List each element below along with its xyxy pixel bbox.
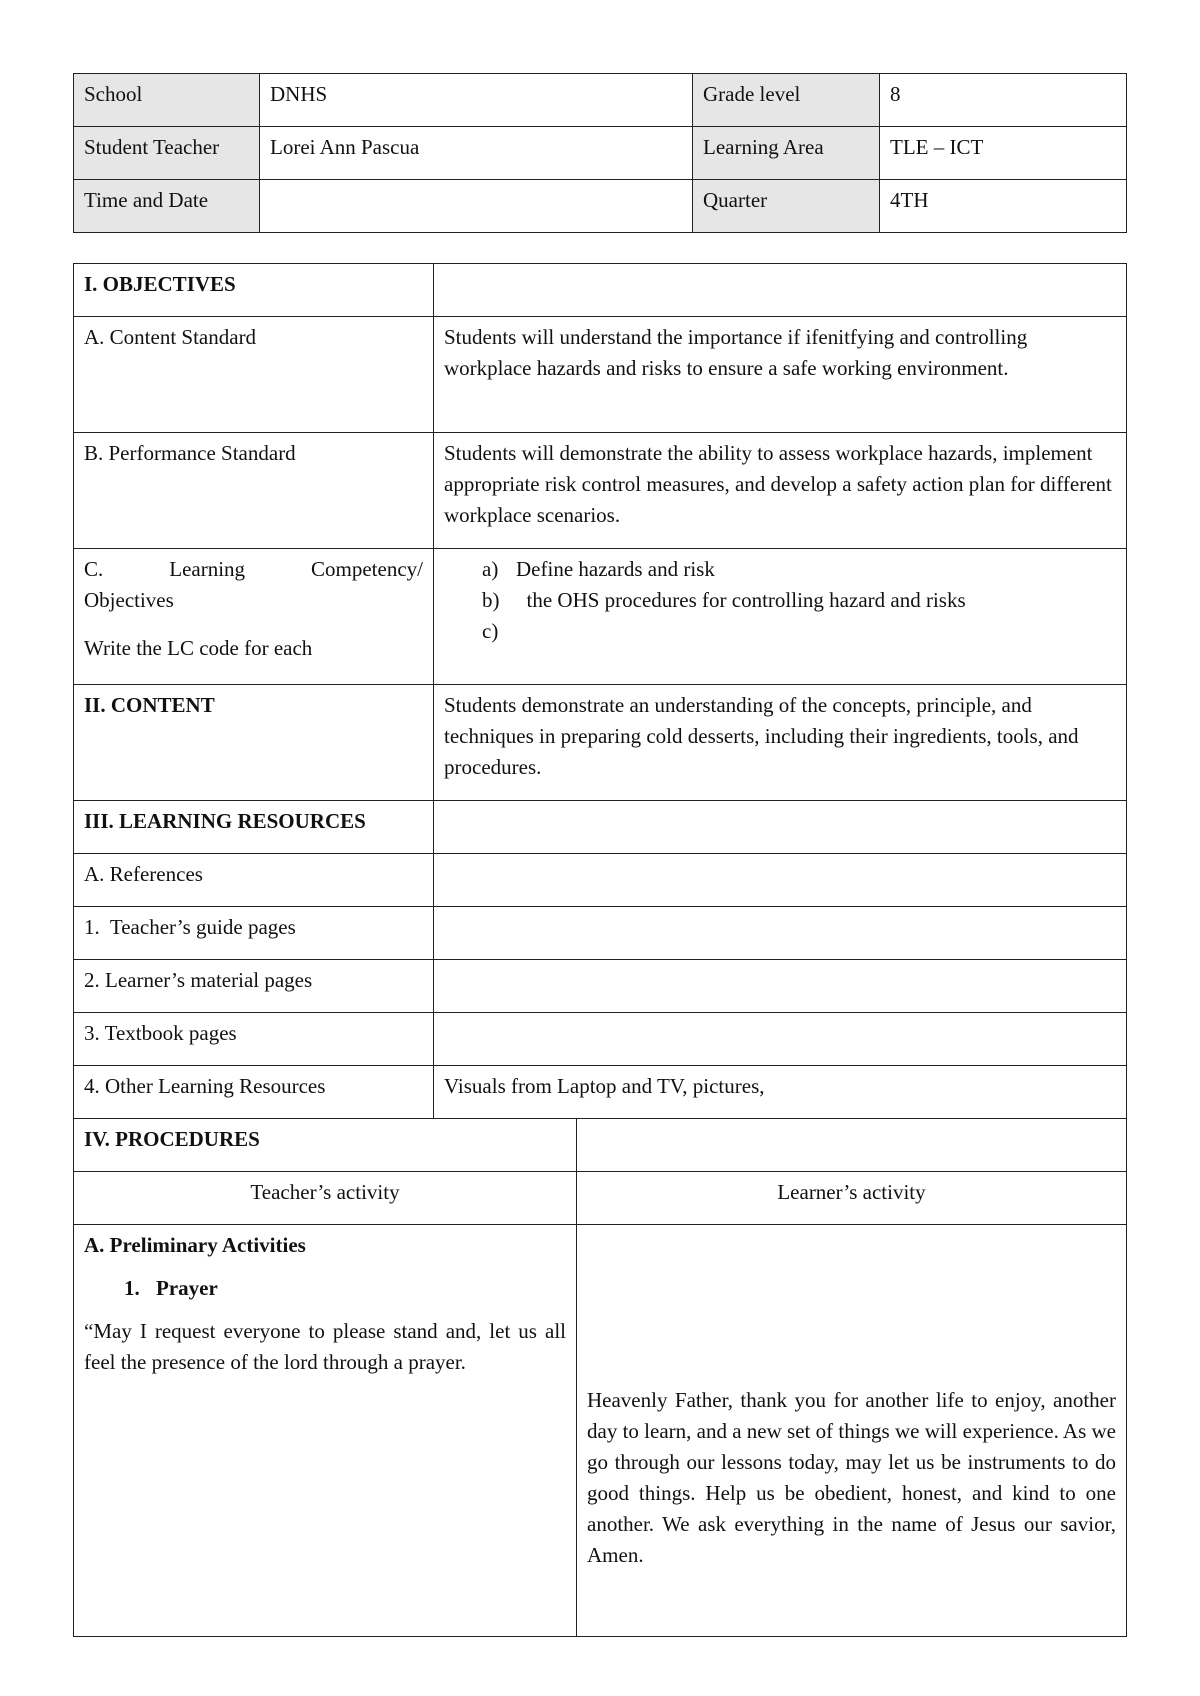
header-row-teacher	[74, 127, 1127, 180]
grade-label: Grade level	[693, 74, 880, 127]
learners-material-label: 2. Learner’s material pages	[74, 960, 434, 1013]
other-resources-row	[74, 1066, 1127, 1119]
area-value: TLE – ICT	[880, 127, 1127, 180]
teacher-prayer-text: “May I request everyone to please stand and, let us all feel the presence of the lord through a prayer.	[84, 1318, 566, 1374]
competency-label-line2: Objectives	[84, 588, 174, 612]
resources-heading-empty	[434, 801, 1127, 854]
preliminary-heading: A. Preliminary Activities	[84, 1232, 306, 1257]
competency-item: c)	[482, 619, 499, 643]
performance-standard-row	[74, 433, 1127, 549]
school-label: School	[74, 74, 260, 127]
procedures-heading-row	[74, 1118, 1127, 1171]
references-row	[74, 854, 1127, 907]
content-standard-text: Students will understand the importance if ifenitfying and controlling workplace hazards and risks to ensure a safe working environment.	[434, 317, 1127, 433]
header-table	[73, 73, 1127, 233]
area-label: Learning Area	[693, 127, 880, 180]
competency-label-line1: C. Learning Competency/	[84, 557, 423, 581]
competency-note: Write the LC code for each	[84, 636, 313, 660]
teachers-guide-row	[74, 907, 1127, 960]
competency-list	[444, 554, 1116, 647]
learners-material-row	[74, 960, 1127, 1013]
other-resources-value: Visuals from Laptop and TV, pictures,	[434, 1066, 1127, 1119]
time-label: Time and Date	[74, 180, 260, 233]
competency-list-cell	[434, 549, 1127, 685]
procedures-heading-empty	[577, 1118, 1127, 1171]
objectives-heading-empty	[434, 264, 1127, 317]
prayer-item: 1. Prayer	[124, 1275, 218, 1300]
performance-standard-label: B. Performance Standard	[74, 433, 434, 549]
competency-item: a) Define hazards and risk	[482, 557, 715, 581]
content-standard-label: A. Content Standard	[74, 317, 434, 433]
objectives-table	[73, 263, 1127, 1119]
procedures-table	[73, 1118, 1127, 1637]
learner-activity-header: Learner’s activity	[577, 1171, 1127, 1224]
grade-value: 8	[880, 74, 1127, 127]
objectives-heading-row	[74, 264, 1127, 317]
textbook-value	[434, 1013, 1127, 1066]
time-value	[260, 180, 693, 233]
header-row-school	[74, 74, 1127, 127]
content-heading: II. CONTENT	[74, 685, 434, 801]
procedures-heading: IV. PROCEDURES	[74, 1118, 577, 1171]
learner-prayer-text: Heavenly Father, thank you for another life to enjoy, another day to learn, and a new set of things we will experience. As we go through our lessons today, may let us be instruments to do good things. Help us be obedient, honest, and kind to one another. We ask everything in the name of Jesus our savior, Amen.	[587, 1387, 1116, 1567]
performance-standard-text: Students will demonstrate the ability to assess workplace hazards, implement appropriate risk control measures, and develop a safety action plan for different workplace scenarios.	[434, 433, 1127, 549]
resources-heading: III. LEARNING RESOURCES	[74, 801, 434, 854]
school-value: DNHS	[260, 74, 693, 127]
teacher-preliminary-cell	[74, 1224, 577, 1636]
content-text: Students demonstrate an understanding of the concepts, principle, and techniques in preparing cold desserts, including their ingredients, tools, and procedures.	[434, 685, 1127, 801]
objectives-heading: I. OBJECTIVES	[74, 264, 434, 317]
resources-heading-row	[74, 801, 1127, 854]
teacher-value: Lorei Ann Pascua	[260, 127, 693, 180]
learner-preliminary-cell	[577, 1224, 1127, 1636]
lesson-plan-page	[73, 73, 1126, 1637]
procedures-columns-row	[74, 1171, 1127, 1224]
teachers-guide-label: 1. Teacher’s guide pages	[74, 907, 434, 960]
teacher-activity-header: Teacher’s activity	[74, 1171, 577, 1224]
competency-label-cell	[74, 549, 434, 685]
references-value	[434, 854, 1127, 907]
header-row-time	[74, 180, 1127, 233]
competency-row	[74, 549, 1127, 685]
content-standard-row	[74, 317, 1127, 433]
content-row	[74, 685, 1127, 801]
teacher-label: Student Teacher	[74, 127, 260, 180]
preliminary-row	[74, 1224, 1127, 1636]
quarter-value: 4TH	[880, 180, 1127, 233]
textbook-row	[74, 1013, 1127, 1066]
competency-item: b) the OHS procedures for controlling hazard and risks	[482, 588, 966, 612]
textbook-label: 3. Textbook pages	[74, 1013, 434, 1066]
teachers-guide-value	[434, 907, 1127, 960]
quarter-label: Quarter	[693, 180, 880, 233]
other-resources-label: 4. Other Learning Resources	[74, 1066, 434, 1119]
references-label: A. References	[74, 854, 434, 907]
learners-material-value	[434, 960, 1127, 1013]
